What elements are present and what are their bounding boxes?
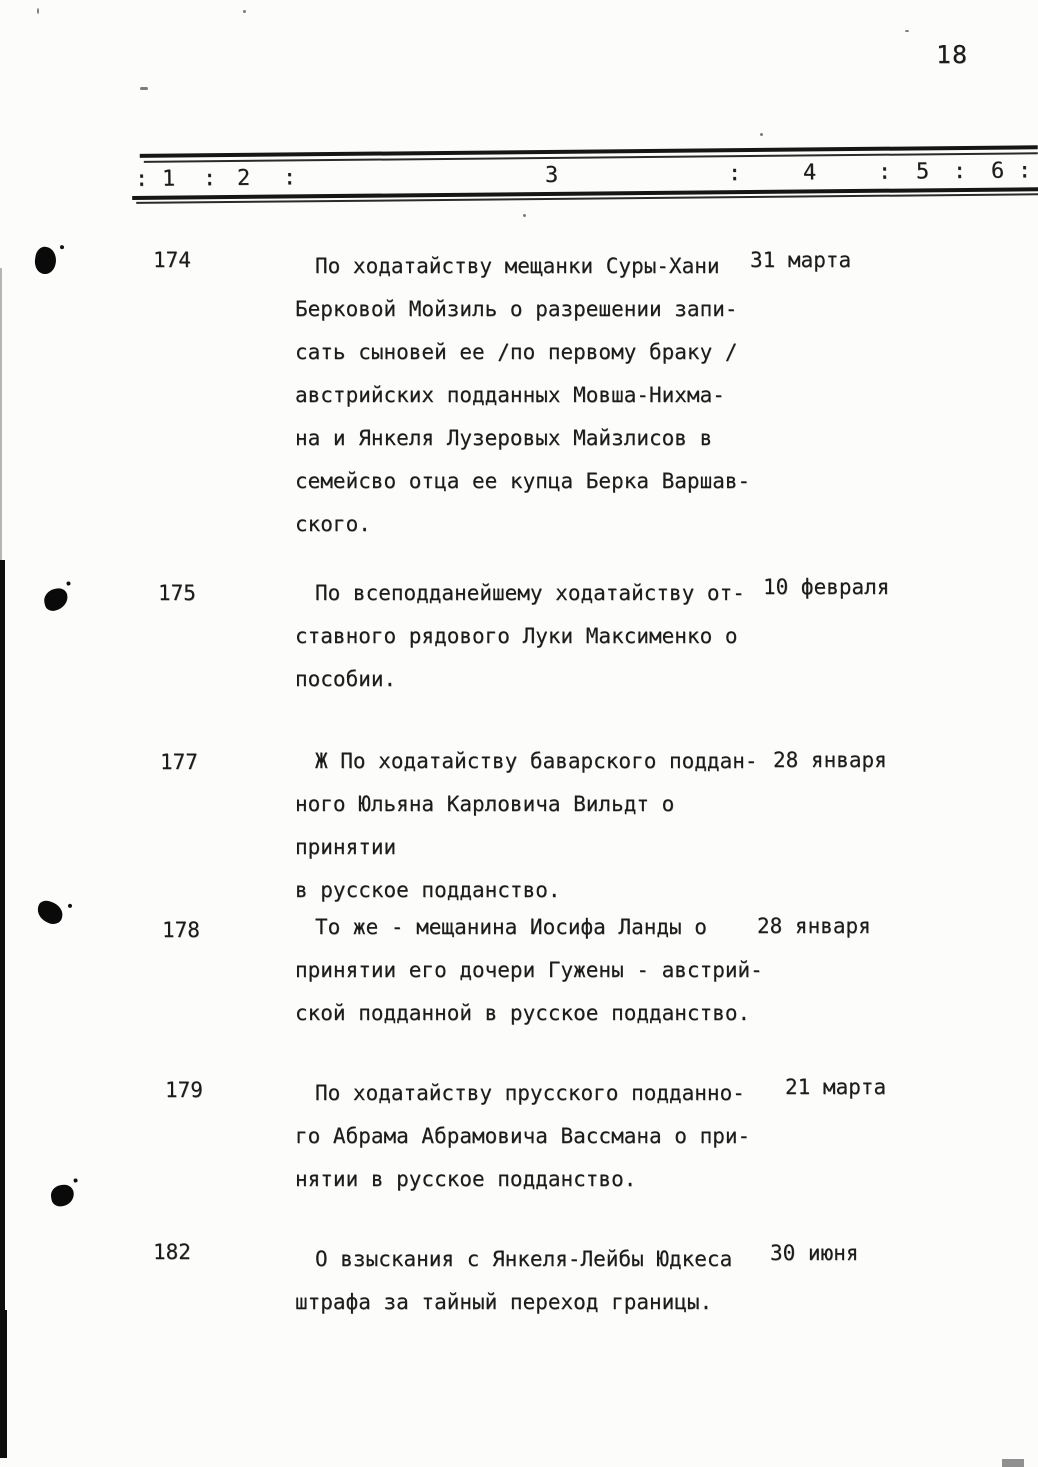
column-separator: :	[282, 165, 297, 191]
entry-number: 178	[162, 918, 200, 942]
column-separator: :	[202, 166, 217, 192]
entry-date: 28 января	[773, 748, 887, 772]
column-label-6: 6	[990, 158, 1005, 184]
entry-date: 28 января	[757, 914, 871, 938]
scan-speckle	[523, 214, 526, 217]
column-label-4: 4	[802, 160, 817, 186]
entry-text: О взыскания с Янкеля-Лейбы Юдкеса штрафа за тайный переход границы.	[295, 1247, 733, 1314]
entry-number: 179	[165, 1078, 203, 1102]
page-edge-line	[0, 560, 5, 1315]
scan-corner-artifact	[1002, 1459, 1024, 1467]
ink-blot	[42, 586, 70, 612]
scan-speckle	[905, 30, 909, 32]
page-edge-line	[0, 1310, 7, 1458]
column-separator: :	[134, 166, 149, 192]
ink-blot	[33, 246, 58, 276]
entry-text: То же - мещанина Иосифа Ланды о принятии его дочери Гужены - австрий- ской подданной в русское подданство.	[295, 915, 763, 1025]
scan-speckle	[243, 10, 246, 13]
column-label-5: 5	[915, 159, 930, 185]
column-label-2: 2	[236, 165, 251, 191]
entry-text: По ходатайству прусского подданно- го Абрама Абрамовича Вассмана о при- нятии в русское подданство.	[295, 1081, 751, 1191]
entry-text: По всеподданейшему ходатайству от- ставного рядового Луки Максименко о пособии.	[295, 581, 745, 691]
ink-blot	[34, 898, 65, 926]
ink-blot	[49, 1183, 75, 1208]
entry-number: 177	[160, 750, 198, 774]
page-number: 18	[936, 40, 969, 69]
entry-number: 175	[158, 581, 196, 605]
column-label-3: 3	[544, 162, 559, 188]
table-header	[128, 143, 1038, 208]
column-separator: :	[877, 159, 892, 185]
entry-text: По ходатайству мещанки Суры-Хани Берковой Мойзиль о разрешении запи- сать сыновей ее /по первому браку / австрийских подданных Мовша-Нихма- на и Янкеля Лузеровых Майзлисов в семейсво отца ее купца Берка Варшав- ского.	[295, 254, 751, 536]
column-separator: :	[952, 158, 967, 185]
entry-text: Ж По ходатайству баварского поддан- ного Юльяна Карловича Вильдт о принятии в русское подданство.	[295, 749, 758, 902]
entry-date: 31 марта	[750, 248, 852, 272]
entry-date: 10 февраля	[763, 575, 890, 599]
column-separator: :	[727, 161, 742, 187]
scan-speckle	[37, 8, 39, 14]
column-separator: :	[1017, 158, 1032, 184]
column-label-1: 1	[161, 166, 176, 192]
entry-number: 182	[153, 1240, 191, 1264]
scan-speckle	[760, 133, 763, 136]
page-edge-line	[0, 268, 2, 563]
entry-date: 21 марта	[785, 1075, 887, 1099]
entry-date: 30 июня	[770, 1241, 859, 1265]
entry-number: 174	[153, 248, 191, 272]
scan-speckle	[140, 87, 148, 90]
